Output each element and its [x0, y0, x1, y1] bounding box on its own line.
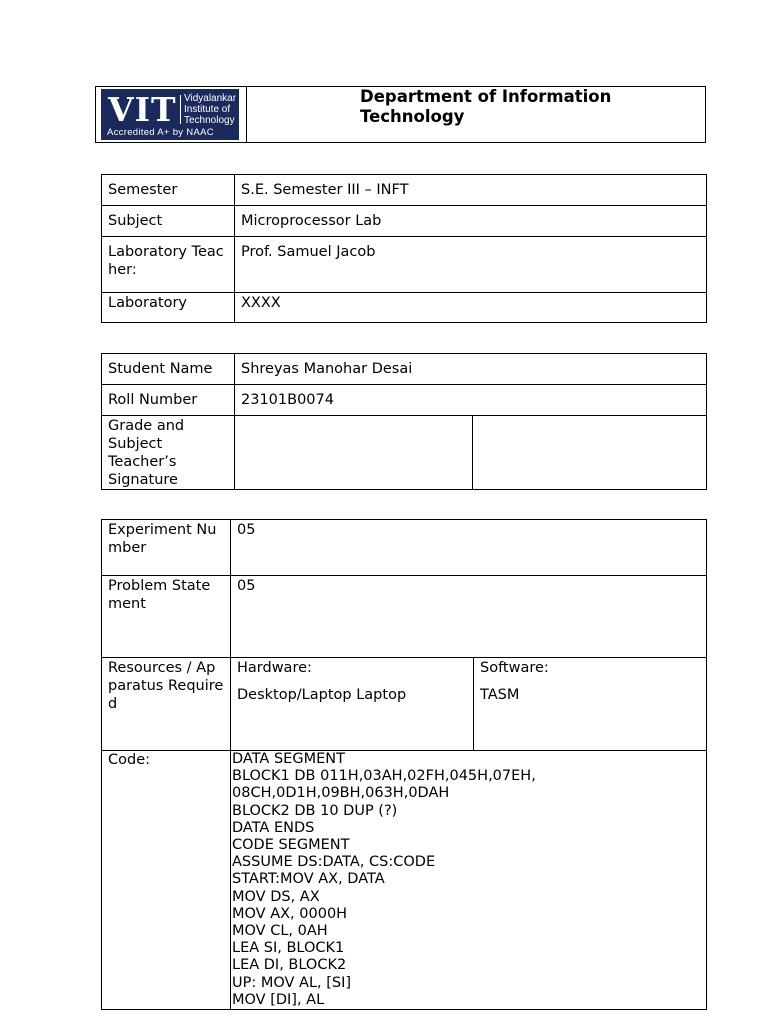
- course-info-table: [101, 174, 707, 323]
- experiment-number-value: 05: [231, 520, 707, 576]
- signature-field: [473, 416, 707, 490]
- grade-field: [235, 416, 473, 490]
- software-label: Software:: [480, 660, 549, 676]
- problem-statement-label: Problem Statement: [102, 576, 231, 658]
- hardware-label: Hardware:: [237, 660, 312, 676]
- document-header: [95, 86, 706, 143]
- teacher-value: Prof. Samuel Jacob: [235, 237, 707, 293]
- vit-logo: [101, 89, 239, 140]
- student-name-value: Shreyas Manohar Desai: [235, 354, 707, 385]
- semester-value: S.E. Semester III – INFT: [235, 175, 707, 206]
- logo-divider: [180, 95, 181, 124]
- table-row: [102, 206, 707, 237]
- table-row: [102, 175, 707, 206]
- logo-cell: [96, 87, 247, 142]
- experiment-number-label: Experiment Number: [102, 520, 231, 576]
- laboratory-label: Laboratory: [102, 293, 235, 323]
- table-row: [102, 237, 707, 293]
- experiment-table: [101, 519, 707, 1010]
- department-title: Department of Information Technology: [360, 87, 612, 126]
- table-row: [102, 658, 707, 751]
- roll-number-label: Roll Number: [102, 385, 235, 416]
- laboratory-value: XXXX: [235, 293, 707, 323]
- logo-institute-name: Vidyalankar Institute of Technology: [184, 93, 237, 126]
- problem-statement-value: 05: [231, 576, 707, 658]
- hardware-cell: [231, 658, 474, 751]
- table-row: [102, 416, 707, 490]
- software-value: TASM: [480, 687, 520, 703]
- semester-label: Semester: [102, 175, 235, 206]
- table-row: [102, 354, 707, 385]
- table-row: [102, 751, 707, 1010]
- code-label: Code:: [102, 751, 231, 1010]
- grade-signature-label: Grade and Subject Teacher’s Signature: [102, 416, 235, 490]
- student-name-label: Student Name: [102, 354, 235, 385]
- student-info-table: [101, 353, 707, 490]
- subject-value: Microprocessor Lab: [235, 206, 707, 237]
- table-row: [102, 385, 707, 416]
- table-row: [102, 576, 707, 658]
- resources-label: Resources / Apparatus Required: [102, 658, 231, 751]
- table-row: [102, 520, 707, 576]
- code-listing: DATA SEGMENT BLOCK1 DB 011H,03AH,02FH,045H,07EH, 08CH,0D1H,09BH,063H,0DAH BLOCK2 DB 10 DUP (?) DATA ENDS CODE SEGMENT ASSUME DS:DATA, CS:CODE START:MOV AX, DATA MOV DS, AX MOV AX, 0000H MOV CL, 0AH LEA SI, BLOCK1 LEA DI, BLOCK2 UP: MOV AL, [SI] MOV [DI], AL: [231, 751, 707, 1010]
- logo-acronym: VIT: [108, 90, 177, 129]
- logo-accreditation: Accredited A+ by NAAC: [107, 127, 214, 138]
- hardware-value: Desktop/Laptop Laptop: [237, 687, 407, 703]
- subject-label: Subject: [102, 206, 235, 237]
- teacher-label: Laboratory Teacher:: [102, 237, 235, 293]
- table-row: [102, 293, 707, 323]
- software-cell: [474, 658, 707, 751]
- roll-number-value: 23101B0074: [235, 385, 707, 416]
